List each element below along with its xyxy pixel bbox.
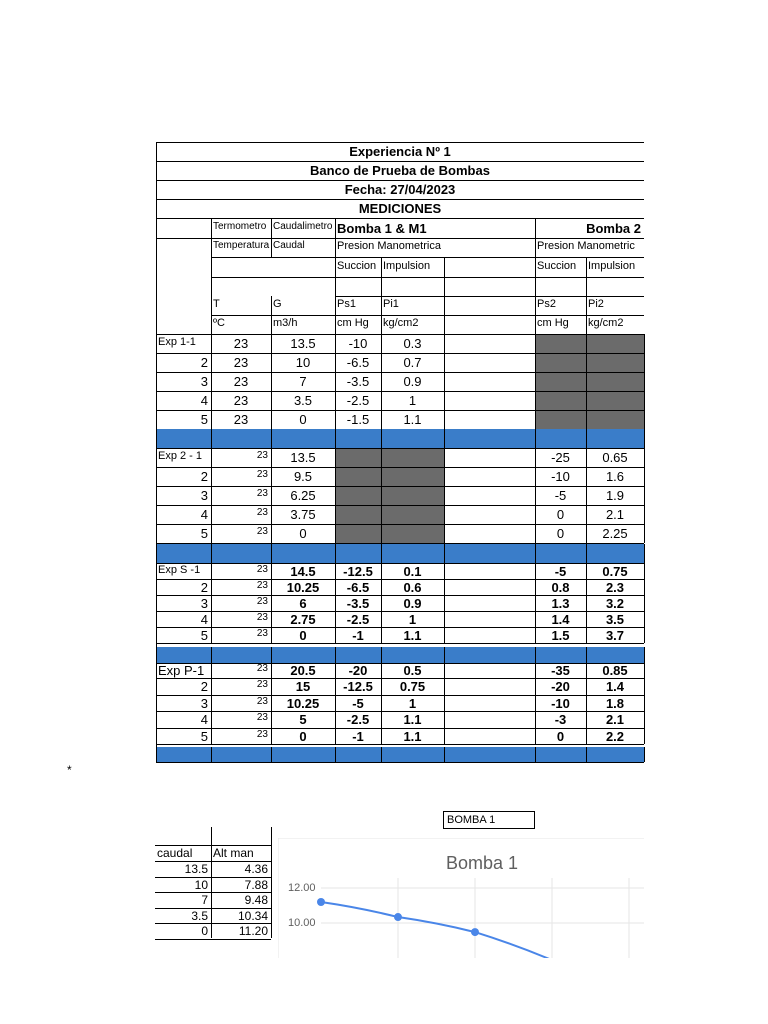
cell-ps2: -5 <box>554 488 567 503</box>
cell-pi1: 0.75 <box>399 679 426 694</box>
cell-caudal: 7 <box>299 374 307 389</box>
row-index: 4 <box>200 507 208 522</box>
header-succion-1: Succion <box>337 260 377 272</box>
cell-caudal: 6.25 <box>290 488 316 503</box>
cell-ps2: 1.5 <box>551 628 570 643</box>
cell-empty <box>444 595 535 611</box>
header-unit-ps1: cm Hg <box>337 317 369 329</box>
cell-empty <box>444 372 535 391</box>
cell-temperature: 23 <box>233 412 249 427</box>
row-hline <box>156 643 644 644</box>
cell-empty <box>444 334 535 353</box>
cell-caudal: 5 <box>299 712 307 727</box>
separator-vline <box>644 429 645 448</box>
cell-ps2: 0.8 <box>551 580 570 595</box>
small-table-altman-value: 4.36 <box>244 862 268 876</box>
cell-pi2 <box>586 391 644 410</box>
separator-vline <box>644 747 645 762</box>
header-unit-pi1: kg/cm2 <box>383 317 419 329</box>
cell-pi1: 1.1 <box>403 729 422 744</box>
bomba1-label-box: BOMBA 1 <box>443 811 535 829</box>
separator-vline <box>335 747 336 762</box>
cell-pi1: 1 <box>408 696 417 711</box>
bomba1-chart <box>278 838 644 958</box>
cell-temperature: 23 <box>233 374 249 389</box>
separator-vline <box>586 747 587 762</box>
cell-caudal: 0 <box>299 628 307 643</box>
cell-pi1: 0.9 <box>403 596 422 611</box>
cell-pi2: 1.6 <box>605 469 625 484</box>
table-title: Experiencia Nº 1 <box>349 144 451 159</box>
small-table-altman-value: 9.48 <box>244 893 268 907</box>
small-table-caudal-value: 7 <box>201 893 208 907</box>
cell-temperature: 23 <box>256 469 268 480</box>
separator-vline <box>444 429 445 448</box>
cell-ps2: 1.4 <box>551 612 570 627</box>
cell-caudal: 14.5 <box>290 564 316 579</box>
separator-vline <box>586 429 587 448</box>
cell-ps1 <box>335 467 381 486</box>
cell-ps1 <box>335 486 381 505</box>
cell-caudal: 3.75 <box>290 507 316 522</box>
grid-vline <box>444 257 445 334</box>
small-table-header-altman: Alt man <box>213 846 254 860</box>
cell-empty <box>444 353 535 372</box>
cell-ps1: -5 <box>352 696 364 711</box>
header-symbol-pi1: Pi1 <box>383 298 399 310</box>
cell-empty <box>444 728 535 744</box>
cell-temperature: 23 <box>256 628 268 639</box>
cell-pi2: 3.5 <box>605 612 625 627</box>
cell-ps1: -12.5 <box>343 564 373 579</box>
separator-vline <box>586 544 587 563</box>
separator-vline <box>271 429 272 448</box>
small-table-caudal-value: 0 <box>201 924 208 938</box>
cell-temperature: 23 <box>256 580 268 591</box>
cell-pi2: 1.4 <box>605 679 625 694</box>
cell-ps2: -10 <box>551 469 570 484</box>
separator-vline <box>444 544 445 563</box>
exp-label: Exp S -1 <box>158 564 201 576</box>
separator-vline <box>535 747 536 762</box>
cell-pi1: 0.6 <box>403 580 422 595</box>
chart-series-line <box>321 902 552 958</box>
header-temperatura: Temperatura <box>213 240 270 251</box>
row-index: 5 <box>200 729 208 744</box>
separator-vline <box>335 647 336 663</box>
header-impulsion-2: Impulsion <box>588 260 636 272</box>
cell-pi1: 0.9 <box>403 374 422 389</box>
cell-ps2: -5 <box>554 564 567 579</box>
cell-ps1: -3.5 <box>346 596 370 611</box>
cell-pi2: 2.3 <box>605 580 625 595</box>
row-index: 2 <box>200 355 208 370</box>
cell-ps2: 1.3 <box>551 596 570 611</box>
separator-vline <box>156 544 157 563</box>
table-subtitle: Banco de Prueba de Bombas <box>310 163 490 178</box>
cell-pi2: 0.75 <box>602 564 628 579</box>
header-unit-t: ºC <box>213 317 225 329</box>
cell-empty <box>444 563 535 579</box>
cell-pi2: 0.85 <box>602 663 628 678</box>
row-index: 4 <box>200 612 208 627</box>
header-caudal: Caudal <box>273 240 305 251</box>
cell-caudal: 20.5 <box>290 663 316 678</box>
cell-pi2: 2.2 <box>605 729 625 744</box>
header-symbol-ps1: Ps1 <box>337 298 356 310</box>
table-date: Fecha: 27/04/2023 <box>344 182 456 197</box>
row-hline <box>156 744 644 745</box>
cell-pi1: 0.1 <box>403 564 422 579</box>
chart-point <box>394 913 402 921</box>
separator-vline <box>156 429 157 448</box>
cell-ps2: 0 <box>556 729 565 744</box>
cell-caudal: 13.5 <box>290 450 316 465</box>
cell-pi1: 1.1 <box>403 628 422 643</box>
cell-ps2: 0 <box>556 507 565 522</box>
cell-temperature: 23 <box>256 696 268 707</box>
cell-empty <box>444 695 535 711</box>
separator-vline <box>381 647 382 663</box>
chart-y-tick: 12.00 <box>288 882 316 894</box>
row-index: 4 <box>200 712 208 727</box>
cell-ps2: -35 <box>551 663 570 678</box>
cell-pi2 <box>586 334 644 353</box>
separator-vline <box>271 647 272 663</box>
cell-pi2: 3.2 <box>605 596 625 611</box>
separator-vline <box>381 544 382 563</box>
chart-point <box>471 928 479 936</box>
grid-vline <box>644 563 645 643</box>
row-index: 5 <box>200 526 208 541</box>
separator-row <box>157 647 644 663</box>
small-table-caudal-value: 3.5 <box>191 909 208 923</box>
cell-ps1: -10 <box>348 336 368 351</box>
cell-empty <box>444 505 535 524</box>
row-index: 4 <box>200 393 208 408</box>
cell-pi2 <box>586 410 644 429</box>
cell-temperature: 23 <box>256 663 268 674</box>
cell-ps1: -1 <box>352 729 364 744</box>
separator-vline <box>156 747 157 762</box>
separator-vline <box>271 544 272 563</box>
separator-vline <box>271 747 272 762</box>
cell-pi1 <box>381 505 444 524</box>
cell-caudal: 6 <box>299 596 307 611</box>
exp-label: Exp 1-1 <box>158 336 196 348</box>
header-bomba1: Bomba 1 & M1 <box>337 221 427 236</box>
separator-vline <box>211 429 212 448</box>
grid-vline <box>644 448 645 543</box>
header-presion-1: Presion Manometrica <box>337 240 441 252</box>
header-presion-2: Presion Manometric <box>537 240 635 252</box>
cell-ps1: -3.5 <box>346 374 370 389</box>
cell-ps1: -1.5 <box>346 412 370 427</box>
cell-ps2 <box>535 372 586 391</box>
row-index: 5 <box>200 412 208 427</box>
separator-vline <box>211 544 212 563</box>
cell-empty <box>444 391 535 410</box>
cell-temperature: 23 <box>233 355 249 370</box>
separator-vline <box>535 647 536 663</box>
header-unit-pi2: kg/cm2 <box>588 317 624 329</box>
cell-ps1: -2.5 <box>346 712 370 727</box>
cell-temperature: 23 <box>256 526 268 537</box>
separator-vline <box>381 429 382 448</box>
cell-ps2 <box>535 410 586 429</box>
asterisk-mark: * <box>67 763 72 777</box>
cell-pi2: 3.7 <box>605 628 625 643</box>
separator-row <box>157 747 644 762</box>
separator-vline <box>381 747 382 762</box>
separator-vline <box>211 647 212 663</box>
cell-caudal: 2.75 <box>290 612 316 627</box>
chart-title: Bomba 1 <box>446 853 519 873</box>
cell-pi2: 0.65 <box>602 450 628 465</box>
header-symbol-g: G <box>273 298 282 310</box>
chart-y-tick: 10.00 <box>288 917 316 929</box>
cell-caudal: 0 <box>299 729 307 744</box>
cell-caudal: 13.5 <box>290 336 316 351</box>
cell-caudal: 10.25 <box>286 696 320 711</box>
cell-temperature: 23 <box>256 450 268 461</box>
cell-pi2: 1.9 <box>605 488 625 503</box>
cell-ps1 <box>335 505 381 524</box>
cell-pi1: 0.3 <box>403 336 422 351</box>
cell-temperature: 23 <box>256 679 268 690</box>
cell-ps1: -6.5 <box>346 355 370 370</box>
cell-pi1: 1 <box>408 393 417 408</box>
cell-temperature: 23 <box>256 712 268 723</box>
separator-vline <box>211 747 212 762</box>
row-index: 2 <box>200 469 208 484</box>
cell-caudal: 15 <box>295 679 311 694</box>
exp-label: Exp 2 - 1 <box>158 450 203 462</box>
header-termometro: Termometro <box>213 221 267 232</box>
cell-ps1: -6.5 <box>346 580 370 595</box>
separator-row <box>157 429 644 448</box>
header-unit-ps2: cm Hg <box>537 317 569 329</box>
cell-empty <box>444 410 535 429</box>
cell-caudal: 0 <box>299 412 307 427</box>
separator-row <box>157 544 644 563</box>
cell-empty <box>444 448 535 467</box>
header-symbol-pi2: Pi2 <box>588 298 604 310</box>
header-impulsion-1: Impulsion <box>383 260 431 272</box>
cell-ps1: -1 <box>352 628 364 643</box>
cell-caudal: 0 <box>299 526 307 541</box>
cell-ps2 <box>535 391 586 410</box>
cell-temperature: 23 <box>233 336 249 351</box>
cell-caudal: 10 <box>295 355 311 370</box>
cell-empty <box>444 486 535 505</box>
small-table-vline <box>271 827 272 938</box>
small-table-caudal-value: 13.5 <box>184 862 208 876</box>
cell-ps1: -2.5 <box>346 612 370 627</box>
cell-pi1 <box>381 486 444 505</box>
cell-pi2: 1.8 <box>605 696 625 711</box>
separator-vline <box>335 429 336 448</box>
cell-pi1: 0.7 <box>403 355 422 370</box>
cell-pi1: 1 <box>408 612 417 627</box>
separator-vline <box>444 747 445 762</box>
header-symbol-ps2: Ps2 <box>537 298 556 310</box>
small-table-hline <box>155 939 271 940</box>
cell-ps2: -3 <box>554 712 567 727</box>
grid-vline <box>644 334 645 429</box>
separator-hline <box>156 762 644 763</box>
row-index: 3 <box>200 374 208 389</box>
separator-vline <box>535 544 536 563</box>
cell-ps1 <box>335 524 381 543</box>
small-table-altman-value: 11.20 <box>238 924 268 938</box>
cell-empty <box>444 678 535 695</box>
cell-ps1: -2.5 <box>346 393 370 408</box>
cell-ps2 <box>535 353 586 372</box>
cell-caudal: 9.5 <box>293 469 313 484</box>
header-caudalimetro: Caudalimetro <box>273 221 333 232</box>
header-bomba2: Bomba 2 <box>586 221 641 236</box>
cell-pi1 <box>381 448 444 467</box>
cell-pi1 <box>381 524 444 543</box>
row-index: 3 <box>200 696 208 711</box>
cell-temperature: 23 <box>256 488 268 499</box>
row-index: 5 <box>200 628 208 643</box>
cell-temperature: 23 <box>233 393 249 408</box>
cell-ps2: -25 <box>551 450 570 465</box>
exp-label: Exp P-1 <box>158 663 205 678</box>
grid-vline <box>644 662 645 744</box>
separator-vline <box>444 647 445 663</box>
cell-pi1: 0.5 <box>403 663 422 678</box>
cell-pi2 <box>586 353 644 372</box>
cell-temperature: 23 <box>256 564 268 575</box>
small-table-altman-value: 10.34 <box>237 909 268 923</box>
chart-point <box>317 898 325 906</box>
cell-empty <box>444 611 535 627</box>
cell-ps2: 0 <box>556 526 565 541</box>
cell-ps1 <box>335 448 381 467</box>
header-symbol-t: T <box>213 298 220 310</box>
cell-pi1 <box>381 467 444 486</box>
cell-pi2 <box>586 372 644 391</box>
cell-empty <box>444 524 535 543</box>
small-table-caudal-value: 10 <box>194 878 208 892</box>
separator-vline <box>644 647 645 663</box>
row-index: 2 <box>200 580 208 595</box>
cell-caudal: 3.5 <box>293 393 313 408</box>
header-succion-2: Succion <box>537 260 577 272</box>
cell-pi2: 2.1 <box>605 507 625 522</box>
cell-ps1: -20 <box>348 663 368 678</box>
cell-pi2: 2.25 <box>602 526 628 541</box>
separator-vline <box>156 647 157 663</box>
small-table-altman-value: 7.88 <box>244 878 268 892</box>
cell-ps2: -20 <box>551 679 570 694</box>
cell-temperature: 23 <box>256 729 268 740</box>
header-hline <box>211 277 644 278</box>
cell-temperature: 23 <box>256 612 268 623</box>
table-section-title: MEDICIONES <box>358 201 442 216</box>
row-index: 3 <box>200 596 208 611</box>
cell-pi1: 1.1 <box>403 712 422 727</box>
cell-empty <box>444 579 535 595</box>
cell-pi2: 2.1 <box>605 712 625 727</box>
small-table-header-caudal: caudal <box>157 846 193 860</box>
cell-temperature: 23 <box>256 507 268 518</box>
separator-vline <box>644 544 645 563</box>
cell-caudal: 10.25 <box>286 580 320 595</box>
cell-ps2: -10 <box>551 696 570 711</box>
cell-empty <box>444 627 535 643</box>
row-index: 3 <box>200 488 208 503</box>
cell-pi1: 1.1 <box>403 412 422 427</box>
cell-ps2 <box>535 334 586 353</box>
cell-empty <box>444 467 535 486</box>
cell-ps1: -12.5 <box>343 679 373 694</box>
separator-vline <box>335 544 336 563</box>
row-index: 2 <box>200 679 208 694</box>
separator-vline <box>535 429 536 448</box>
cell-empty <box>444 662 535 678</box>
cell-empty <box>444 711 535 728</box>
header-unit-g: m3/h <box>273 317 298 329</box>
separator-vline <box>586 647 587 663</box>
cell-temperature: 23 <box>256 596 268 607</box>
